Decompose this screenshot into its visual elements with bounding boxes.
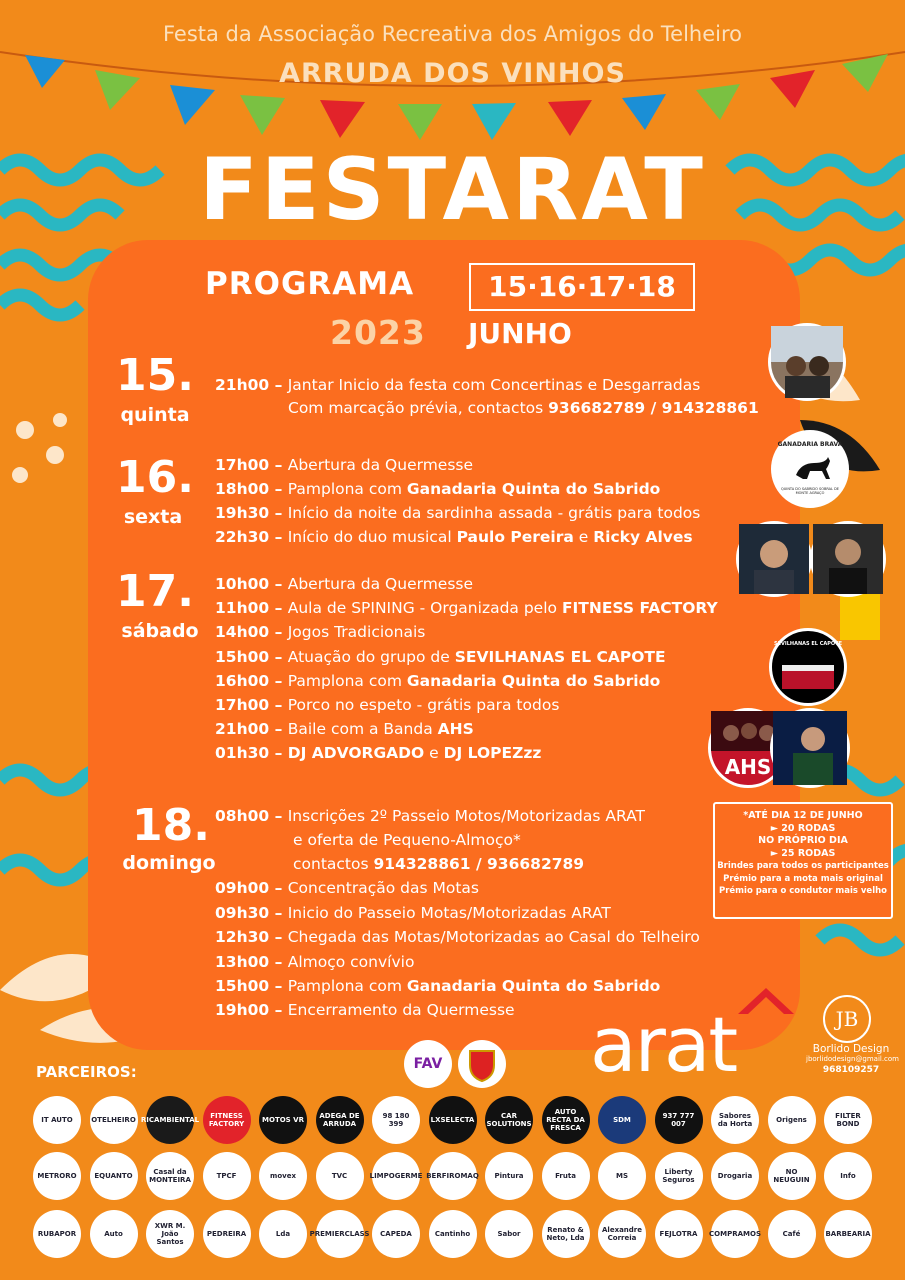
day-number: 18. <box>132 800 210 851</box>
day-name: domingo <box>122 852 216 874</box>
partner-logo: Info <box>824 1152 872 1200</box>
partner-logo: Casal da MONTEIRA <box>146 1152 194 1200</box>
event-line: 09h00 – Concentração das Motas <box>215 879 479 897</box>
partner-logo: ADEGA DE ARRUDA <box>316 1096 364 1144</box>
partner-logo: Sabor <box>485 1210 533 1258</box>
day-name: quinta <box>120 404 190 426</box>
partner-logo: BARBEARIA <box>824 1210 872 1258</box>
partner-logo: FILTER BOND <box>824 1096 872 1144</box>
partner-logo: PEDREIRA <box>203 1210 251 1258</box>
event-line: 15h00 – Atuação do grupo de SEVILHANAS EL CAPOTE <box>215 648 666 666</box>
event-line: 19h30 – Início da noite da sardinha assada - grátis para todos <box>215 504 701 522</box>
event-line: 09h30 – Inicio do Passeio Motas/Motorizadas ARAT <box>215 904 611 922</box>
event-line: 17h00 – Abertura da Quermesse <box>215 456 474 474</box>
partner-logo: Fruta <box>542 1152 590 1200</box>
bunting-flag <box>398 104 442 140</box>
event-line: 22h30 – Início do duo musical Paulo Pereira e Ricky Alves <box>215 528 693 546</box>
partner-logo: Sabores da Horta <box>711 1096 759 1144</box>
partner-logo: Drogaria <box>711 1152 759 1200</box>
fav-logo: FAV <box>404 1040 452 1088</box>
event-continuation: e oferta de Pequeno-Almoço* <box>293 831 521 849</box>
partner-logo: XWR M. João Santos <box>146 1210 194 1258</box>
bunting-flag <box>320 100 365 138</box>
partner-logo: OTELHEIRO <box>90 1096 138 1144</box>
partner-logo: EQUANTO <box>90 1152 138 1200</box>
partner-logo: CAR SOLUTIONS <box>485 1096 533 1144</box>
partner-logo: Auto <box>90 1210 138 1258</box>
event-line: 01h30 – DJ ADVORGADO e DJ LOPEZzz <box>215 744 542 762</box>
roof-icon <box>738 988 794 1014</box>
program-heading: PROGRAMA <box>205 266 415 302</box>
ahs-band-photo: AHS <box>708 708 788 788</box>
partner-logo: NO NEUGUIN <box>768 1152 816 1200</box>
partners-heading: PARCEIROS: <box>36 1063 137 1081</box>
partner-logo: Origens <box>768 1096 816 1144</box>
sevilhanas-photo: SEVILHANAS EL CAPOTE <box>769 628 847 706</box>
partner-logo: SDM <box>598 1096 646 1144</box>
partner-logo: MOTOS VR <box>259 1096 307 1144</box>
year-label: 2023 <box>330 313 426 352</box>
event-line: 08h00 – Inscrições 2º Passeio Motos/Motorizadas ARAT <box>215 807 645 825</box>
event-line: 12h30 – Chegada das Motas/Motorizadas ao Casal do Telheiro <box>215 928 700 946</box>
partner-logo: PREMIERCLASS <box>316 1210 364 1258</box>
partner-logo: METRORO <box>33 1152 81 1200</box>
designer-name: Borlido Design <box>812 1043 890 1055</box>
partner-logo: Alexandre Correia <box>598 1210 646 1258</box>
partner-logo: RUBAPOR <box>33 1210 81 1258</box>
bunting-flag <box>622 94 666 130</box>
event-line: 17h00 – Porco no espeto - grátis para todos <box>215 696 560 714</box>
partner-logo: Pintura <box>485 1152 533 1200</box>
arat-logo: arat <box>590 1000 737 1089</box>
partner-logo: MS <box>598 1152 646 1200</box>
bunting-flag <box>240 95 285 135</box>
event-line: 19h00 – Encerramento da Quermesse <box>215 1001 515 1019</box>
municipality-crest <box>458 1040 506 1088</box>
partner-logo: 98 180 399 <box>372 1096 420 1144</box>
day-name: sexta <box>123 506 183 528</box>
partner-logo: Cantinho <box>429 1210 477 1258</box>
event-line: 21h00 – Baile com a Banda AHS <box>215 720 474 738</box>
day-number: 15. <box>116 350 194 401</box>
paulo-pereira-photo <box>736 521 812 597</box>
partner-logo: CAPEDA <box>372 1210 420 1258</box>
event-line: 11h00 – Aula de SPINING - Organizada pelo FITNESS FACTORY <box>215 599 718 617</box>
motorcycle-info-box: *ATÉ DIA 12 DE JUNHO ► 20 RODAS NO PRÓPRIO DIA ► 25 RODAS Brindes para todos os participantes Prémio para a mota mais original Prémio para o condutor mais velho <box>713 802 893 919</box>
dj-photo <box>770 708 850 788</box>
partner-logo: BERFIROMAQ <box>429 1152 477 1200</box>
event-line: 18h00 – Pamplona com Ganadaria Quinta do Sabrido <box>215 480 661 498</box>
bunting-flag <box>170 85 215 125</box>
partner-logo: LXSELECTA <box>429 1096 477 1144</box>
event-line: 13h00 – Almoço convívio <box>215 953 415 971</box>
partner-logo: COMPRAMOS <box>711 1210 759 1258</box>
partner-logo: LIMPOGERME <box>372 1152 420 1200</box>
town-name: ARRUDA DOS VINHOS <box>279 58 626 89</box>
event-line: 10h00 – Abertura da Quermesse <box>215 575 474 593</box>
partner-logo: FITNESS FACTORY <box>203 1096 251 1144</box>
contact-numbers: 914328861 / 936682789 <box>373 855 585 873</box>
month-label: JUNHO <box>468 317 572 350</box>
partner-logo: Renato & Neto, Lda <box>542 1210 590 1258</box>
day-name: sábado <box>121 620 199 642</box>
dates-box: 15·16·17·18 <box>469 263 695 311</box>
partner-logo: AUTO RECTA DA FRESCA <box>542 1096 590 1144</box>
partner-logo: Café <box>768 1210 816 1258</box>
bunting-flag <box>472 103 516 140</box>
event-continuation: Com marcação prévia, contactos 936682789 / 914328861 <box>288 399 759 417</box>
borlido-design-logo: JB <box>823 995 871 1043</box>
event-line: 21h00 – Jantar Inicio da festa com Concertinas e Desgarradas <box>215 376 701 394</box>
ricky-alves-photo <box>810 521 886 597</box>
event-time: 21h00 <box>215 376 270 394</box>
partner-logo: 937 777 007 <box>655 1096 703 1144</box>
association-name: Festa da Associação Recreativa dos Amigos do Telheiro <box>162 22 743 46</box>
event-line: 14h00 – Jogos Tradicionais <box>215 623 426 641</box>
partner-logo: Liberty Seguros <box>655 1152 703 1200</box>
event-text: Jantar Inicio da festa com Concertinas e Desgarradas <box>287 376 701 394</box>
event-line: 16h00 – Pamplona com Ganadaria Quinta do Sabrido <box>215 672 661 690</box>
festival-title: FESTARAT <box>199 140 706 240</box>
bunting-flag <box>548 100 592 136</box>
designer-email: jborlidodesign@gmail.com <box>806 1055 900 1063</box>
day-number: 16. <box>116 452 194 503</box>
bunting-flag <box>696 84 740 120</box>
contact-numbers: 936682789 / 914328861 <box>548 399 759 417</box>
partner-logo: Lda <box>259 1210 307 1258</box>
designer-phone: 968109257 <box>822 1065 880 1075</box>
partner-logo: movex <box>259 1152 307 1200</box>
partner-logo: FEJLOTRA <box>655 1210 703 1258</box>
event-continuation: contactos 914328861 / 936682789 <box>293 855 585 873</box>
event-line: 15h00 – Pamplona com Ganadaria Quinta do Sabrido <box>215 977 661 995</box>
partner-logo: TVC <box>316 1152 364 1200</box>
day-number: 17. <box>116 566 194 617</box>
ganadaria-logo: GANADARIA BRAVA QUINTA DO SABRIDO SOBRAL DE MONTE AGRAÇO <box>771 430 849 508</box>
partner-logo: TPCF <box>203 1152 251 1200</box>
partner-logo: IT AUTO <box>33 1096 81 1144</box>
concertina-photo <box>768 323 846 401</box>
partner-logo: RICAMBIENTAL <box>146 1096 194 1144</box>
